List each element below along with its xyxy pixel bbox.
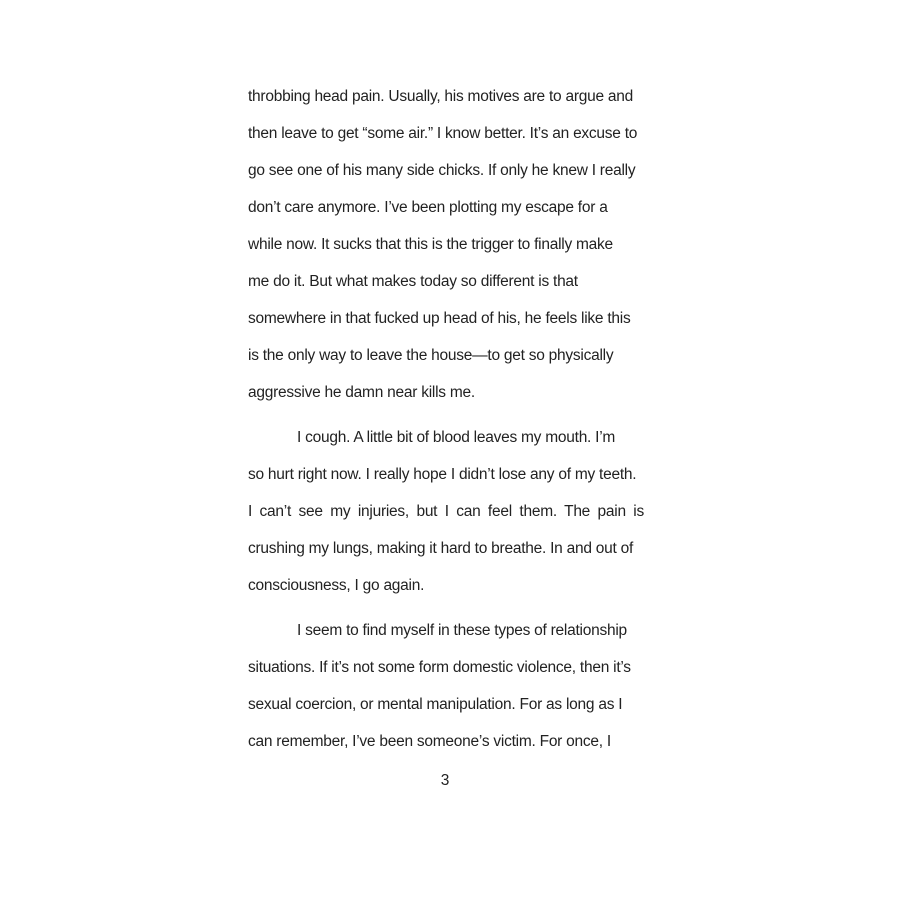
text-line: situations. If it’s not some form domestic violence, then it’s xyxy=(248,659,631,676)
text-line: consciousness, I go again. xyxy=(248,577,425,594)
text-line: sexual coercion, or mental manipulation. For as long as I xyxy=(248,696,623,713)
text-line: I cough. A little bit of blood leaves my mouth. I’m xyxy=(297,429,616,446)
text-line: aggressive he damn near kills me. xyxy=(248,384,475,401)
text-line: go see one of his many side chicks. If only he knew I really xyxy=(248,162,636,179)
paragraph xyxy=(248,616,644,764)
paragraph xyxy=(248,82,644,415)
text-line: then leave to get “some air.” I know better. It’s an excuse to xyxy=(248,125,638,142)
text-line: somewhere in that fucked up head of his, he feels like this xyxy=(248,310,631,327)
text-line: can remember, I’ve been someone’s victim. For once, I xyxy=(248,733,611,750)
body-text xyxy=(248,82,644,764)
text-line: crushing my lungs, making it hard to breathe. In and out of xyxy=(248,540,634,557)
text-line: I can’t see my injuries, but I can feel them. The pain is xyxy=(248,503,644,520)
text-line: don’t care anymore. I’ve been plotting my escape for a xyxy=(248,199,608,216)
paragraph-spacer xyxy=(248,415,644,423)
paragraph-spacer xyxy=(248,608,644,616)
text-line: I seem to find myself in these types of relationship xyxy=(297,622,627,639)
text-line: is the only way to leave the house—to get so physically xyxy=(248,347,614,364)
text-line: me do it. But what makes today so different is that xyxy=(248,273,578,290)
text-line: so hurt right now. I really hope I didn’t lose any of my teeth. xyxy=(248,466,637,483)
page-number: 3 xyxy=(440,772,450,789)
text-line: throbbing head pain. Usually, his motives are to argue and xyxy=(248,88,634,105)
paragraph xyxy=(248,423,644,608)
text-line: while now. It sucks that this is the trigger to finally make xyxy=(248,236,613,253)
